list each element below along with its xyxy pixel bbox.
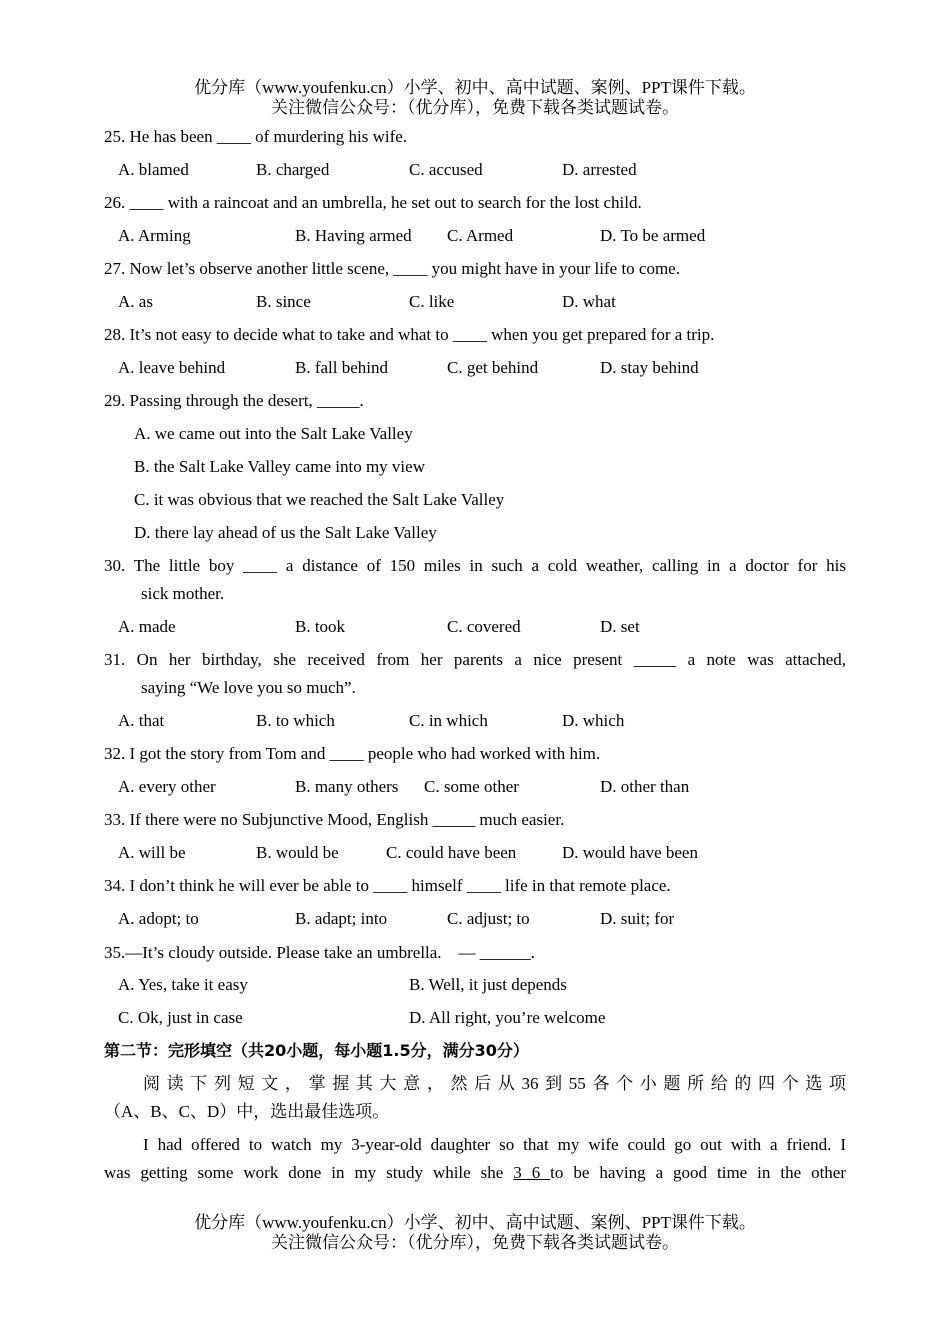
q28-option-b: B. fall behind [295, 358, 389, 377]
q27-option-b: B. since [256, 292, 311, 311]
q28-option-c: C. get behind [447, 358, 539, 377]
q32-option-b: B. many others [295, 777, 399, 796]
question-31-stem-cont: saying “We love you so much”. [141, 678, 356, 697]
q34-option-c: C. adjust; to [447, 909, 530, 928]
question-30-stem-cont: sick mother. [141, 584, 225, 603]
question-30-stem: 30. The little boy ____ a distance of 150 miles in such a cold weather, calling in a doctor for his [104, 556, 846, 575]
q35-option-b: B. Well, it just depends [409, 975, 567, 994]
q27-option-c: C. like [409, 292, 455, 311]
section-2-instruction-cont: （A、B、C、D）中，选出最佳选项。 [104, 1102, 390, 1121]
q33-option-b: B. would be [256, 843, 339, 862]
question-26-stem: 26. ____ with a raincoat and an umbrella, he set out to search for the lost child. [104, 193, 642, 212]
q33-option-c: C. could have been [386, 843, 517, 862]
q25-option-b: B. charged [256, 160, 330, 179]
question-31-stem: 31. On her birthday, she received from her parents a nice present _____ a note was attached, [104, 650, 846, 669]
q25-option-c: C. accused [409, 160, 483, 179]
section-2-instruction: 阅读下列短文，掌握其大意，然后从36到55各个小题所给的四个选项 [143, 1074, 846, 1093]
passage-paragraph-line1: I had offered to watch my 3-year-old daughter so that my wife could go out with a friend. I [143, 1135, 846, 1154]
q33-option-a: A. will be [118, 843, 186, 862]
q27-option-d: D. what [562, 292, 616, 311]
q26-option-b: B. Having armed [295, 226, 412, 245]
watermark-footer-line2: 关注微信公众号：（优分库），免费下载各类试题试卷。 [271, 1233, 679, 1252]
blank-36: 3 6 [513, 1163, 551, 1182]
q30-option-c: C. covered [447, 617, 521, 636]
q31-option-b: B. to which [256, 711, 335, 730]
watermark-header-line1: 优分库（www.youfenku.cn）小学、初中、高中试题、案例、PPT课件下载。 [194, 78, 756, 97]
q25-option-d: D. arrested [562, 160, 637, 179]
q33-option-d: D. would have been [562, 843, 698, 862]
q29-option-b: B. the Salt Lake Valley came into my view [134, 457, 425, 476]
q32-option-d: D. other than [600, 777, 690, 796]
q30-option-b: B. took [295, 617, 346, 636]
q35-option-d: D. All right, you’re welcome [409, 1008, 606, 1027]
passage-text-part2: to be having a good time in the other [550, 1163, 847, 1182]
question-35-stem: 35.—It’s cloudy outside. Please take an umbrella. — ______. [104, 943, 536, 962]
question-32-stem: 32. I got the story from Tom and ____ people who had worked with him. [104, 744, 601, 763]
section-2-title: 第二节：完形填空（共20小题，每小题1.5分，满分30分） [104, 1041, 529, 1060]
question-29-stem: 29. Passing through the desert, _____. [104, 391, 364, 410]
q34-option-a: A. adopt; to [118, 909, 199, 928]
q26-option-a: A. Arming [118, 226, 191, 245]
q32-option-c: C. some other [424, 777, 519, 796]
q34-option-b: B. adapt; into [295, 909, 388, 928]
q29-option-a: A. we came out into the Salt Lake Valley [134, 424, 413, 443]
q27-option-a: A. as [118, 292, 153, 311]
question-33-stem: 33. If there were no Subjunctive Mood, English _____ much easier. [104, 810, 565, 829]
q31-option-c: C. in which [409, 711, 488, 730]
q25-option-a: A. blamed [118, 160, 189, 179]
passage-text-part1: was getting some work done in my study while she [104, 1163, 514, 1182]
q35-option-c: C. Ok, just in case [118, 1008, 243, 1027]
question-25-stem: 25. He has been ____ of murdering his wife. [104, 127, 408, 146]
q28-option-d: D. stay behind [600, 358, 699, 377]
question-27-stem: 27. Now let’s observe another little scene, ____ you might have in your life to come. [104, 259, 680, 278]
q29-option-d: D. there lay ahead of us the Salt Lake Valley [134, 523, 437, 542]
q26-option-c: C. Armed [447, 226, 514, 245]
q30-option-a: A. made [118, 617, 176, 636]
q26-option-d: D. To be armed [600, 226, 706, 245]
q32-option-a: A. every other [118, 777, 216, 796]
question-34-stem: 34. I don’t think he will ever be able to ____ himself ____ life in that remote place. [104, 876, 671, 895]
q34-option-d: D. suit; for [600, 909, 675, 928]
q31-option-d: D. which [562, 711, 625, 730]
q28-option-a: A. leave behind [118, 358, 226, 377]
q29-option-c: C. it was obvious that we reached the Salt Lake Valley [134, 490, 505, 509]
watermark-footer-line1: 优分库（www.youfenku.cn）小学、初中、高中试题、案例、PPT课件下载。 [194, 1213, 756, 1232]
q30-option-d: D. set [600, 617, 640, 636]
q31-option-a: A. that [118, 711, 165, 730]
watermark-header-line2: 关注微信公众号：（优分库），免费下载各类试题试卷。 [271, 98, 679, 117]
passage-paragraph-line2 [104, 1162, 846, 1184]
q35-option-a: A. Yes, take it easy [118, 975, 248, 994]
question-28-stem: 28. It’s not easy to decide what to take and what to ____ when you get prepared for a trip. [104, 325, 715, 344]
